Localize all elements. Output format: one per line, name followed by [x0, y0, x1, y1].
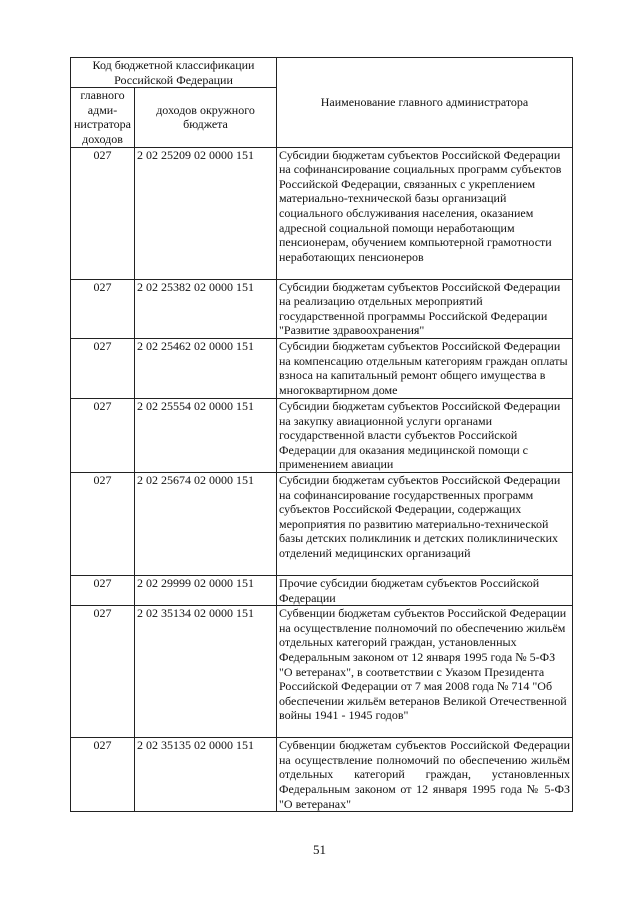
- administrator-name-cell: Субсидии бюджетам субъектов Российской Федерации на компенсацию отдельным категориям граждан оплаты взноса на капитальный ремонт общего имущества в многоквартирном доме: [277, 338, 573, 398]
- table-row: [71, 338, 573, 398]
- administrator-name-cell: Субсидии бюджетам субъектов Российской Федерации на реализацию отдельных мероприятий государственной программы Российской Федерации "Развитие здравоохранения": [277, 279, 573, 338]
- income-code-cell: 2 02 25674 02 0000 151: [135, 472, 277, 575]
- administrator-name-cell: Субсидии бюджетам субъектов Российской Федерации на софинансирование социальных программ субъектов Российской Федерации, связанных с укреплением материально-технической базы организаций социального обслуживания населения, оказанием адресной социальной помощи неработающим пенсионерам, обучением компьютерной грамотности неработающих пенсионеров: [277, 147, 573, 279]
- admin-code-cell: 027: [71, 279, 135, 338]
- income-code-cell: 2 02 25382 02 0000 151: [135, 279, 277, 338]
- administrator-name-cell: Субсидии бюджетам субъектов Российской Федерации на софинансирование государственных программ субъектов Российской Федерации, содержащих мероприятия по развитию материально-технической базы детских поликлиник и детских поликлинических отделений медицинских организаций: [277, 472, 573, 575]
- admin-code-cell: 027: [71, 575, 135, 605]
- table-row: [71, 606, 573, 738]
- header-admin-column: главного адми-нистратора доходов: [71, 88, 135, 147]
- income-code-cell: 2 02 35135 02 0000 151: [135, 738, 277, 812]
- table-row: [71, 472, 573, 575]
- table-row: [71, 279, 573, 338]
- admin-code-cell: 027: [71, 606, 135, 738]
- income-code-cell: 2 02 25209 02 0000 151: [135, 147, 277, 279]
- admin-code-cell: 027: [71, 398, 135, 472]
- header-group-title: Код бюджетной классификации Российской Федерации: [71, 58, 277, 88]
- header-name-column: Наименование главного администратора: [277, 58, 573, 148]
- income-code-cell: 2 02 29999 02 0000 151: [135, 575, 277, 605]
- table-row: [71, 738, 573, 812]
- table-row: [71, 147, 573, 279]
- admin-code-cell: 027: [71, 738, 135, 812]
- administrator-name-cell: Прочие субсидии бюджетам субъектов Российской Федерации: [277, 575, 573, 605]
- administrator-name-cell: Субвенции бюджетам субъектов Российской Федерации на осуществление полномочий по обеспечению жильём отдельных категорий граждан, установленных Федеральным законом от 12 января 1995 года № 5-ФЗ "О ветеранах": [277, 738, 573, 812]
- income-code-cell: 2 02 25554 02 0000 151: [135, 398, 277, 472]
- header-income-column: доходов окружного бюджета: [135, 88, 277, 147]
- table-row: [71, 575, 573, 605]
- header-row-top: [71, 58, 573, 88]
- table-row: [71, 398, 573, 472]
- admin-code-cell: 027: [71, 338, 135, 398]
- administrator-name-cell: Субвенции бюджетам субъектов Российской Федерации на осуществление полномочий по обеспечению жильём отдельных категорий граждан, установленных Федеральным законом от 12 января 1995 года № 5-ФЗ "О ветеранах", в соответствии с Указом Президента Российской Федерации от 7 мая 2008 года № 714 "Об обеспечении жильём ветеранов Великой Отечественной войны 1941 - 1945 годов": [277, 606, 573, 738]
- admin-code-cell: 027: [71, 472, 135, 575]
- income-code-cell: 2 02 25462 02 0000 151: [135, 338, 277, 398]
- budget-classification-table: [70, 57, 573, 812]
- income-code-cell: 2 02 35134 02 0000 151: [135, 606, 277, 738]
- page-number: 51: [313, 842, 326, 857]
- admin-code-cell: 027: [71, 147, 135, 279]
- administrator-name-cell: Субсидии бюджетам субъектов Российской Федерации на закупку авиационной услуги органами государственной власти субъектов Российской Федерации для оказания медицинской помощи с применением авиации: [277, 398, 573, 472]
